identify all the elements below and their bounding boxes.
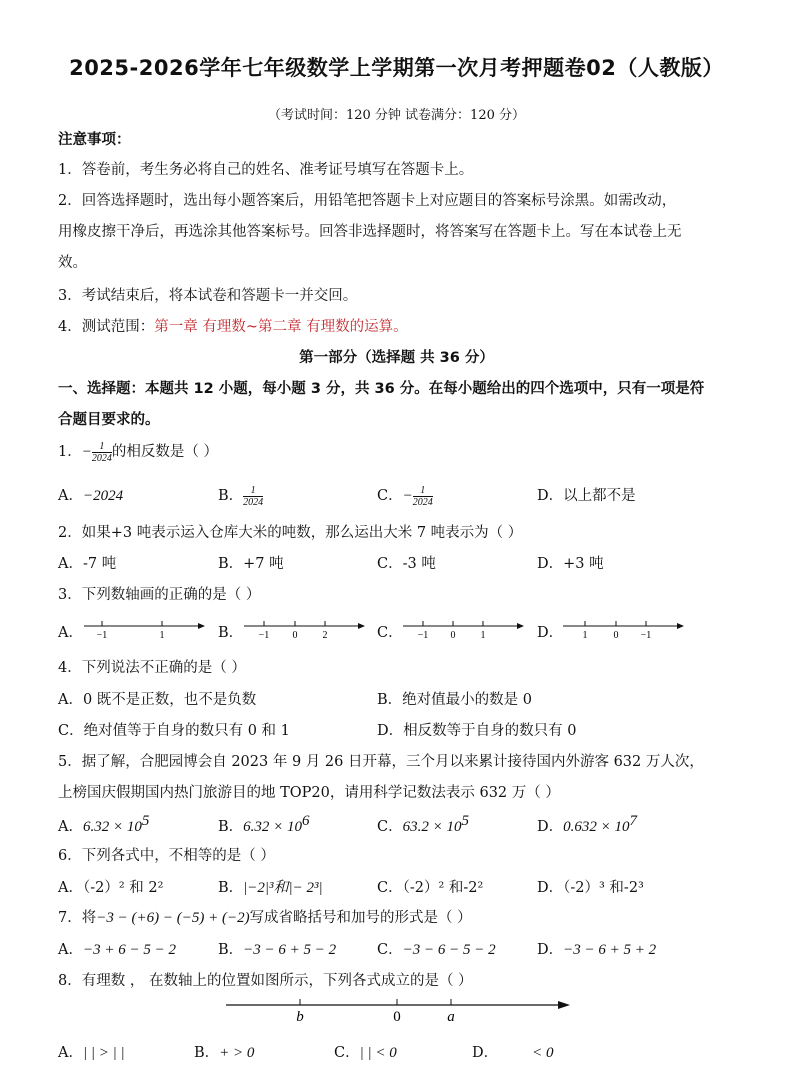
option-text: −3 − 6 + 5 − 2 (243, 942, 337, 958)
option-label: A． (58, 488, 83, 504)
tick-label: −1 (640, 630, 652, 641)
note-1: 1．答卷前，考生务必将自己的姓名、准考证号填写在答题卡上。 (58, 162, 474, 178)
option-text: 6.32 × 10 (82, 818, 142, 835)
option-label: B． (194, 1045, 220, 1061)
option-text: 0.632 × 10 (563, 818, 630, 835)
origin-label: 0 (393, 1009, 401, 1025)
numerator: 1 (243, 485, 263, 497)
question-6-stem: 6．下列各式中，不相等的是（ ） (58, 848, 275, 864)
option-text: −3 + 6 − 5 − 2 (82, 942, 176, 958)
q5-option-b[interactable] (218, 813, 310, 836)
tick-label: −1 (417, 630, 429, 641)
option-label: D． (472, 1045, 499, 1061)
q3-option-d-label[interactable]: D． (537, 625, 564, 641)
part1-heading: 第一部分（选择题 共 36 分） (299, 350, 494, 366)
numerator: 1 (413, 485, 433, 497)
note-4 (58, 315, 408, 336)
option-text: −2024 (82, 488, 124, 504)
exponent: 5 (461, 813, 469, 829)
q8-option-c[interactable] (334, 1041, 397, 1062)
q2-option-d[interactable]: D．+3 吨 (537, 556, 604, 572)
q6-option-b[interactable] (218, 876, 323, 897)
denominator: 2024 (243, 496, 264, 508)
option-label: D． (537, 488, 564, 504)
question-7-stem (58, 906, 472, 927)
test-range: 第一章 有理数~第二章 有理数的运算。 (154, 319, 408, 335)
exponent: 6 (302, 813, 310, 829)
question-1-stem (58, 440, 218, 464)
question-8-stem: 8．有理数 ， 在数轴上的位置如图所示，下列各式成立的是（ ） (58, 973, 473, 989)
tick-label: 1 (159, 630, 165, 641)
option-label: D． (537, 818, 564, 835)
q2-option-a[interactable]: A．-7 吨 (58, 556, 117, 572)
stem-text: 写成省略括号和加号的形式是（ ） (249, 910, 472, 926)
notes-heading: 注意事项： (58, 132, 131, 148)
option-label: C． (334, 1045, 360, 1061)
tick-label: 1 (480, 630, 486, 641)
question-5-stem-line-1: 5．据了解，合肥园博会自 2023 年 9 月 26 日开幕，三个月以来累计接待国内外游客 632 万人次， (58, 754, 704, 770)
q5-option-c[interactable] (377, 813, 469, 836)
part1-intro-line-1: 一、选择题：本题共 12 小题，每小题 3 分，共 36 分。在每小题给出的四个选项中，只有一项是符 (58, 381, 705, 397)
exponent: 7 (629, 813, 638, 829)
q8-option-b[interactable] (194, 1041, 254, 1062)
numerator: 1 (92, 441, 112, 453)
denominator: 2024 (91, 452, 112, 464)
q3-option-b-number-line[interactable] (242, 615, 367, 643)
option-text: −3 − 6 + 5 + 2 (563, 942, 657, 958)
option-text: | | > | | (82, 1045, 125, 1061)
option-label: A． (58, 818, 83, 835)
fraction (243, 485, 263, 508)
q3-option-d-number-line[interactable] (561, 615, 686, 643)
option-label: B． (218, 818, 244, 835)
exam-info: （考试时间：120 分钟 试卷满分：120 分） (267, 108, 526, 123)
q4-option-b[interactable]: B．绝对值最小的数是 0 (377, 692, 532, 708)
option-label: C． (377, 488, 403, 504)
note-4-prefix: 4．测试范围： (58, 319, 155, 335)
tick-label: 1 (582, 630, 588, 641)
q6-option-d[interactable]: D．（-2）³ 和-2³ (537, 880, 644, 896)
q4-option-d[interactable]: D．相反数等于自身的数只有 0 (377, 723, 577, 739)
tick-label: 0 (450, 630, 456, 641)
note-3: 3．考试结束后，将本试卷和答题卡一并交回。 (58, 288, 358, 304)
option-text: −3 − 6 − 5 − 2 (402, 942, 496, 958)
q3-option-a-number-line[interactable] (82, 615, 207, 643)
minus-sign: − (81, 444, 92, 460)
option-label: A． (58, 942, 83, 958)
q1-option-b[interactable] (218, 484, 263, 508)
q3-option-c-number-line[interactable] (401, 615, 526, 643)
option-label: B． (218, 880, 244, 896)
option-text: < 0 (532, 1045, 554, 1061)
q6-option-a[interactable]: A．（-2）² 和 2² (58, 880, 164, 896)
q4-option-c[interactable]: C．绝对值等于自身的数只有 0 和 1 (58, 723, 290, 739)
question-2-stem: 2．如果+3 吨表示运入仓库大米的吨数，那么运出大米 7 吨表示为（ ） (58, 525, 523, 541)
note-2-line-3: 效。 (58, 255, 87, 271)
point-b-label: b (296, 1009, 304, 1025)
q8-option-d[interactable] (472, 1041, 554, 1062)
option-text: | | < 0 (359, 1045, 397, 1061)
q3-option-c-label[interactable]: C． (377, 625, 403, 641)
option-label: D． (537, 942, 564, 958)
q7-option-b[interactable] (218, 938, 336, 959)
q8-option-a[interactable] (58, 1041, 125, 1062)
q1-option-d[interactable] (537, 484, 636, 505)
part1-intro-line-2: 合题目要求的。 (58, 412, 160, 428)
q7-option-d[interactable] (537, 938, 656, 959)
tick-label: −1 (96, 630, 108, 641)
q7-option-a[interactable] (58, 938, 176, 959)
question-number: 7．将 (58, 910, 97, 926)
expression: −3 − (+6) − (−5) + (−2) (96, 910, 250, 926)
question-3-stem: 3．下列数轴画的正确的是（ ） (58, 587, 261, 603)
q2-option-c[interactable]: C．-3 吨 (377, 556, 436, 572)
option-text: 以上都不是 (563, 488, 636, 504)
option-text: 6.32 × 10 (243, 818, 303, 835)
exponent: 5 (141, 813, 150, 829)
q2-option-b[interactable]: B．+7 吨 (218, 556, 284, 572)
option-text: 63.2 × 10 (402, 818, 462, 835)
q6-option-c[interactable]: C．（-2）² 和-2² (377, 880, 484, 896)
option-label: C． (377, 818, 403, 835)
q3-option-a-label[interactable]: A． (58, 625, 83, 641)
q3-option-b-label[interactable]: B． (218, 625, 244, 641)
tick-label: 0 (292, 630, 298, 641)
q8-number-line (222, 995, 574, 1025)
option-label: A． (58, 1045, 83, 1061)
q1-option-a[interactable] (58, 484, 123, 505)
q4-option-a[interactable]: A．0 既不是正数，也不是负数 (58, 692, 257, 708)
fraction (92, 441, 112, 464)
stem-text: 的相反数是（ ） (111, 444, 218, 460)
q7-option-c[interactable] (377, 938, 496, 959)
question-number: 1． (58, 444, 82, 460)
option-label: C． (377, 942, 403, 958)
tick-label: −1 (258, 630, 270, 641)
q5-option-a[interactable] (58, 813, 149, 836)
q1-option-c[interactable] (377, 484, 433, 508)
question-5-stem-line-2: 上榜国庆假期国内热门旅游目的地 TOP20，请用科学记数法表示 632 万（ ） (58, 785, 560, 801)
tick-label: 2 (322, 630, 328, 641)
tick-label: 0 (613, 630, 619, 641)
page-title: 2025-2026学年七年级数学上学期第一次月考押题卷02（人教版） (69, 56, 724, 80)
question-4-stem: 4．下列说法不正确的是（ ） (58, 660, 246, 676)
option-text: + > 0 (219, 1045, 255, 1061)
note-2-line-2: 用橡皮擦干净后，再选涂其他答案标号。回答非选择题时，将答案写在答题卡上。写在本试卷上无 (58, 224, 682, 240)
note-2-line-1: 2．回答选择题时，选出每小题答案后，用铅笔把答题卡上对应题目的答案标号涂黑。如需改动， (58, 193, 677, 209)
q5-option-d[interactable] (537, 813, 637, 836)
option-text: |−2|³和|− 2³| (243, 880, 323, 896)
option-label: B． (218, 942, 244, 958)
minus-sign: − (402, 488, 413, 504)
fraction (413, 485, 433, 508)
option-label: B． (218, 488, 244, 504)
point-a-label: a (447, 1009, 455, 1025)
denominator: 2024 (412, 496, 433, 508)
